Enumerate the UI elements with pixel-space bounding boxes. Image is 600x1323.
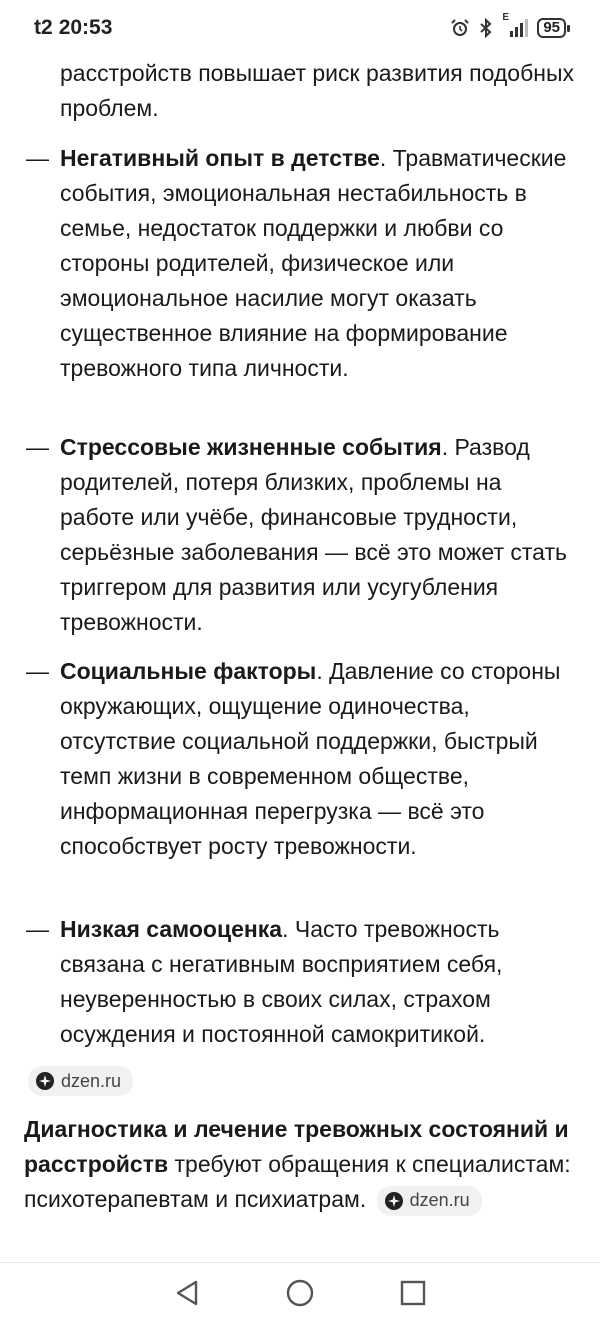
- battery-icon: 95: [537, 18, 566, 38]
- list-item-text: . Давление со стороны окружающих, ощущение одиночества, отсутствие социальной поддержки, быстрый темп жизни в современном обществе, информационная перегрузка — всё это способствует росту тревожности.: [60, 658, 561, 859]
- source-link-chip[interactable]: [28, 1066, 133, 1096]
- source-link-label: dzen.ru: [409, 1190, 470, 1211]
- status-left: [34, 16, 112, 40]
- signal-icon: [502, 12, 528, 38]
- list-item: [26, 654, 586, 864]
- list-item-body: [60, 430, 580, 640]
- list-item-title: Негативный опыт в детстве: [60, 145, 380, 171]
- list-dash: —: [26, 145, 49, 171]
- list-item: [26, 430, 586, 640]
- list-item-body: [60, 912, 580, 1052]
- list-item-title: Низкая самооценка: [60, 916, 283, 942]
- list-item-body: [60, 654, 580, 864]
- sparkle-icon: [36, 1072, 54, 1090]
- summary-bold: Диагностика и лечение тревожных состояний и расстройств: [24, 1116, 569, 1177]
- system-nav-bar: [0, 1262, 600, 1323]
- list-item-text: . Развод родителей, потеря близких, проблемы на работе или учёбе, финансовые трудности, серьёзные заболевания — всё это может стать триггером для развития или усугубления тревожности.: [60, 434, 567, 635]
- list-item: [26, 141, 586, 386]
- recents-icon: [400, 1280, 426, 1306]
- list-item-title: Стрессовые жизненные события: [60, 434, 442, 460]
- summary-paragraph: [24, 1112, 584, 1217]
- status-bar: [0, 0, 600, 56]
- back-icon: [174, 1279, 200, 1307]
- list-item-body: [60, 141, 580, 386]
- list-item-text: . Травматические события, эмоциональная нестабильность в семье, недостаток поддержки и любви со стороны родителей, физическое или эмоциональное насилие могут оказать существенное влияние на формирование тревожного типа личности.: [60, 145, 567, 381]
- list-dash: —: [26, 916, 49, 942]
- list-item-title: Социальные факторы: [60, 658, 317, 684]
- list-item: [26, 912, 586, 1052]
- article-content: [0, 56, 600, 1262]
- alarm-icon: [450, 18, 470, 38]
- home-icon: [285, 1278, 315, 1308]
- home-button[interactable]: [280, 1273, 320, 1313]
- sparkle-icon: [385, 1192, 403, 1210]
- clock: 20:53: [58, 16, 113, 39]
- lead-paragraph: расстройств повышает риск развития подобных проблем.: [60, 60, 574, 121]
- list-dash: —: [26, 658, 49, 684]
- list-item-text: . Часто тревожность связана с негативным восприятием себя, неуверенностью в своих силах, страхом осуждения и постоянной самокритикой.: [60, 916, 503, 1047]
- status-icons: [450, 12, 566, 38]
- summary-text: требуют обращения к специалистам: психотерапевтам и психиатрам.: [24, 1151, 571, 1212]
- bluetooth-icon: [479, 18, 493, 38]
- source-link-chip[interactable]: [377, 1186, 482, 1216]
- list-dash: —: [26, 434, 49, 460]
- carrier-label: t2: [34, 16, 53, 39]
- source-link-label: dzen.ru: [61, 1070, 122, 1091]
- network-type-label: E: [502, 12, 509, 23]
- back-button[interactable]: [167, 1273, 207, 1313]
- recents-button[interactable]: [393, 1273, 433, 1313]
